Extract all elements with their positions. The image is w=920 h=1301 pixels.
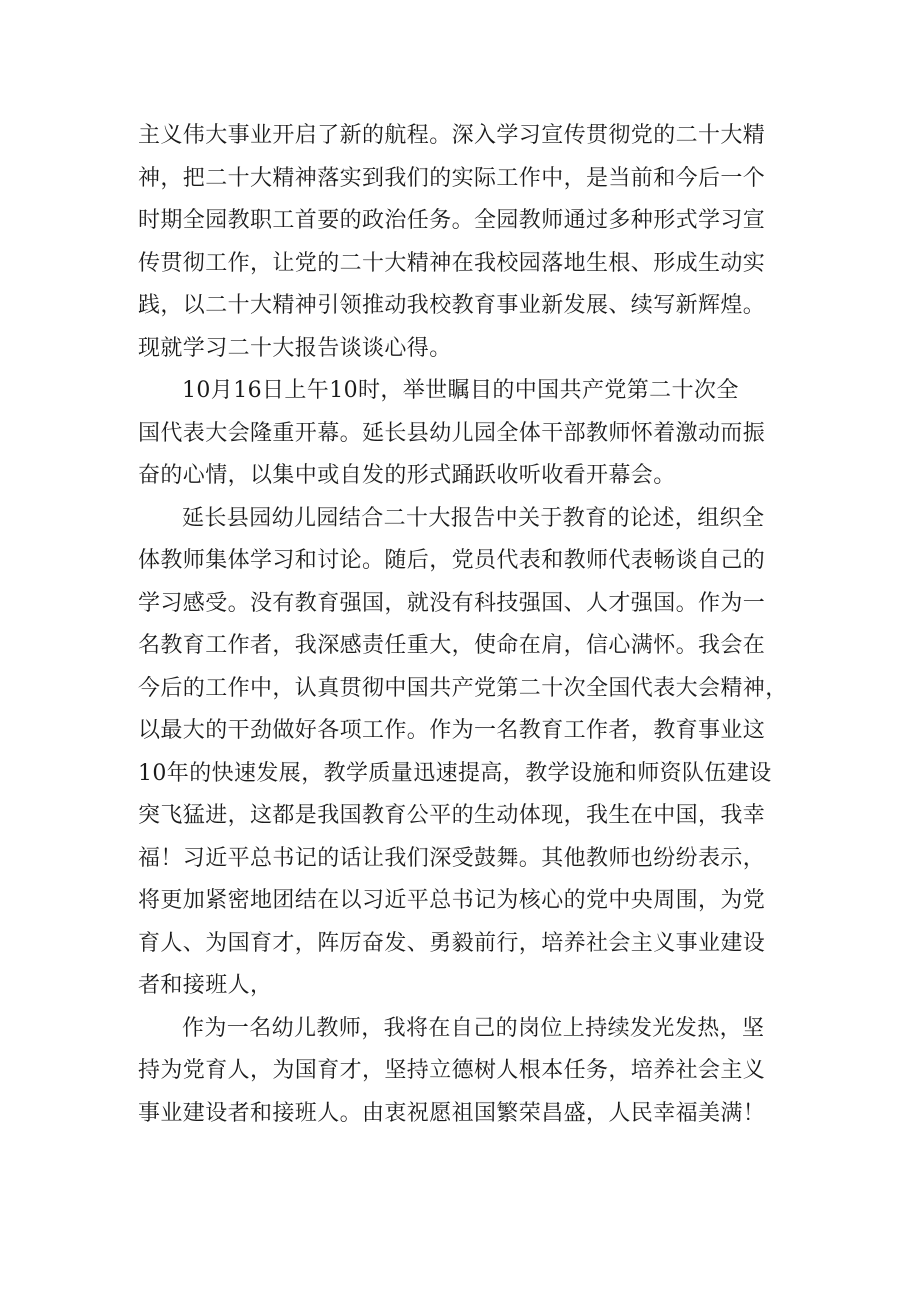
text-line: 体教师集体学习和讨论。随后，党员代表和教师代表畅谈自己的 [138, 548, 766, 573]
text-line: 名教育工作者，我深感责任重大，使命在肩，信心满怀。我会在 [138, 633, 766, 658]
text-line: 神，把二十大精神落实到我们的实际工作中，是当前和今后一个 [138, 165, 766, 191]
text-line: 事业建设者和接班人。由衷祝愿祖国繁荣昌盛，人民幸福美满！ [138, 1100, 766, 1126]
body-text [138, 115, 798, 1135]
text-line: 福！习近平总书记的话让我们深受鼓舞。其他教师也纷纷表示， [138, 845, 766, 871]
text-line: 现就学习二十大报告谈谈心得。 [138, 335, 452, 361]
text-line: 将更加紧密地团结在以习近平总书记为核心的党中央周围，为党 [138, 888, 766, 913]
text-line: 时期全园教职工首要的政治任务。全园教师通过多种形式学习宣 [138, 208, 766, 233]
text-line: 者和接班人， [138, 973, 273, 998]
paragraph-first-line: 作为一名幼儿教师，我将在自己的岗位上持续发光发热，坚 [182, 1015, 765, 1041]
text-line: 以最大的干劲做好各项工作。作为一名教育工作者，教育事业这 [138, 718, 766, 743]
text-line: 突飞猛进，这都是我国教育公平的生动体现，我生在中国，我幸 [138, 803, 766, 828]
text-line: 践，以二十大精神引领推动我校教育事业新发展、续写新辉煌。 [138, 293, 766, 318]
text-line: 奋的心情，以集中或自发的形式踊跃收听收看开幕会。 [138, 463, 676, 488]
text-line: 今后的工作中，认真贯彻中国共产党第二十次全国代表大会精神， [138, 675, 788, 701]
text-line: 学习感受。没有教育强国，就没有科技强国、人才强国。作为一 [138, 590, 766, 616]
text-line: 10年的快速发展，教学质量迅速提高，教学设施和师资队伍建设 [138, 760, 772, 786]
text-line: 持为党育人，为国育才，坚持立德树人根本任务，培养社会主义 [138, 1058, 766, 1083]
text-line: 国代表大会隆重开幕。延长县幼儿园全体干部教师怀着激动而振 [138, 420, 766, 446]
text-line: 主义伟大事业开启了新的航程。深入学习宣传贯彻党的二十大精 [138, 123, 766, 148]
text-line: 传贯彻工作，让党的二十大精神在我校园落地生根、形成生动实 [138, 250, 766, 276]
paragraph-first-line: 延长县园幼儿园结合二十大报告中关于教育的论述，组织全 [182, 505, 765, 531]
text-line: 育人、为国育才，阵厉奋发、勇毅前行，培养社会主义事业建设 [138, 930, 766, 956]
paragraph-first-line: 10月16日上午10时，举世瞩目的中国共产党第二十次全 [182, 378, 739, 403]
